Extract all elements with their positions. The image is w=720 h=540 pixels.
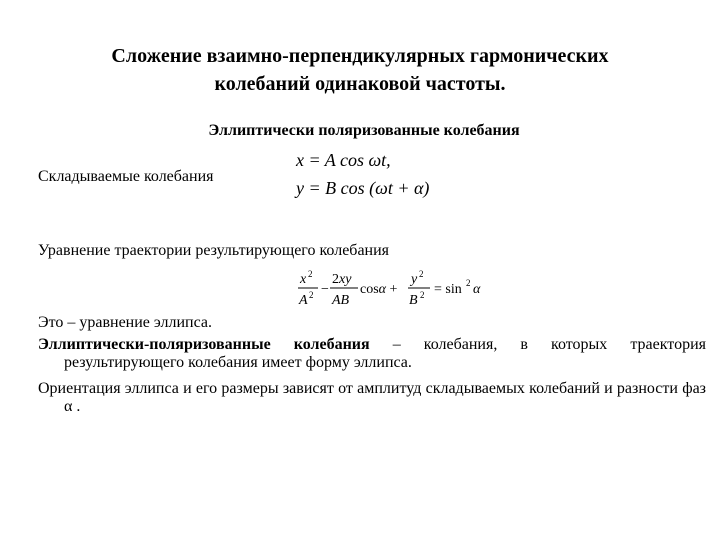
definition-text: – колебания, в которых траектория результирующего колебания имеет форму эллипса. — [64, 336, 706, 371]
oscillation-equations — [296, 146, 456, 210]
trajectory-equation — [296, 268, 496, 310]
trajectory-equation-graphic — [296, 268, 496, 310]
slide-title-line-2: колебаний одинаковой частоты. — [214, 73, 506, 95]
svg-text:x: x — [300, 272, 307, 287]
y-equation: y = B cos (ωt + α) — [296, 178, 430, 198]
svg-text:= sin: = sin — [434, 282, 462, 297]
svg-text:AB: AB — [332, 293, 350, 308]
slide-title — [0, 42, 720, 98]
svg-text:B: B — [409, 293, 418, 308]
svg-text:2xy: 2xy — [332, 272, 352, 287]
ellipse-note: Это – уравнение эллипса. — [38, 314, 212, 331]
svg-text:y: y — [411, 272, 418, 287]
svg-text:α: α — [473, 282, 481, 297]
summed-oscillations-label: Складываемые колебания — [38, 168, 214, 185]
trajectory-equation-label: Уравнение траектории результирующего колебания — [38, 242, 390, 259]
svg-text:2: 2 — [308, 269, 313, 279]
svg-text:cosα +: cosα + — [360, 282, 398, 297]
svg-text:2: 2 — [420, 290, 425, 300]
definition-paragraph — [38, 336, 706, 372]
definition-term: Эллиптически-поляризованные колебания — [38, 336, 370, 353]
svg-text:A: A — [299, 293, 308, 308]
svg-text:2: 2 — [309, 290, 314, 300]
svg-text:2: 2 — [466, 278, 471, 288]
x-equation: x = A cos ωt, — [296, 150, 391, 170]
svg-text:2: 2 — [419, 269, 424, 279]
slide-title-line-1: Сложение взаимно-перпендикулярных гармонических — [111, 45, 609, 67]
orientation-note: Ориентация эллипса и его размеры зависят от амплитуд складываемых колебаний и разности фаз α . — [38, 380, 706, 415]
svg-text:−: − — [321, 282, 329, 297]
subtitle: Эллиптически поляризованные колебания — [208, 122, 520, 139]
